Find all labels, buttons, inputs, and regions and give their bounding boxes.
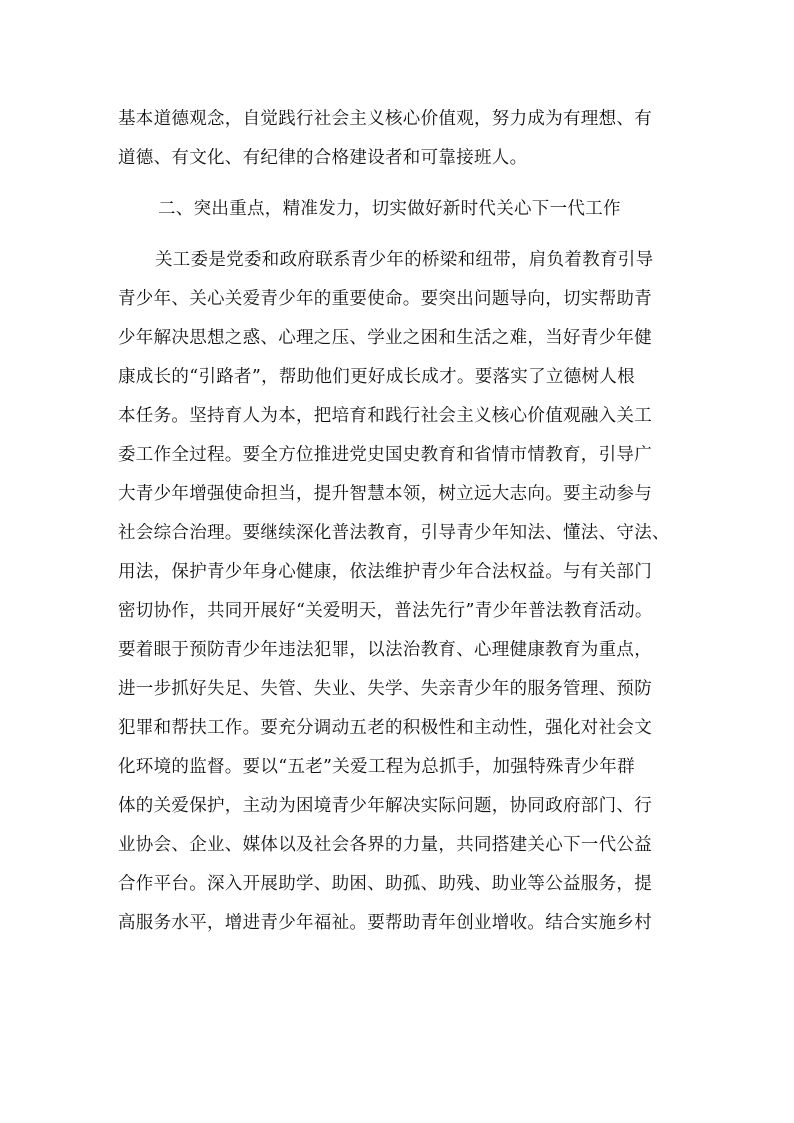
text-line: 高服务水平，增进青少年福祉。要帮助青年创业增收。结合实施乡村 <box>118 913 652 933</box>
text-line: 用法，保护青少年身心健康，依法维护青少年合法权益。与有关部门 <box>118 562 652 582</box>
text-line: 业协会、企业、媒体以及社会各界的力量，共同搭建关心下一代公益 <box>118 835 652 855</box>
text-line: 密切协作，共同开展好“关爱明天，普法先行”青少年普法教育活动。 <box>118 601 653 621</box>
text-line: 青少年、关心关爱青少年的重要使命。要突出问题导向，切实帮助青 <box>118 289 652 309</box>
text-line: 康成长的“引路者”，帮助他们更好成长成才。要落实了立德树人根 <box>118 367 635 387</box>
text-line: 体的关爱保护，主动为困境青少年解决实际问题，协同政府部门、行 <box>118 796 652 816</box>
paragraph-continuation <box>118 100 678 178</box>
text-line: 进一步抓好失足、失管、失业、失学、失亲青少年的服务管理、预防 <box>118 679 652 699</box>
text-line: 本任务。坚持育人为本，把培育和践行社会主义核心价值观融入关工 <box>118 406 652 426</box>
text-line: 关工委是党委和政府联系青少年的桥梁和纽带，肩负着教育引导 <box>155 250 654 270</box>
text-line: 化环境的监督。要以“五老”关爱工程为总抓手，加强特殊青少年群 <box>118 757 635 777</box>
text-line: 要着眼于预防青少年违法犯罪，以法治教育、心理健康教育为重点， <box>118 640 652 660</box>
text-line: 合作平台。深入开展助学、助困、助孤、助残、助业等公益服务，提 <box>118 874 652 894</box>
document-body <box>118 100 678 943</box>
text-line: 道德、有文化、有纪律的合格建设者和可靠接班人。 <box>118 148 528 168</box>
text-line: 委工作全过程。要全方位推进党史国史教育和省情市情教育，引导广 <box>118 445 652 465</box>
text-line: 少年解决思想之惑、心理之压、学业之困和生活之难，当好青少年健 <box>118 328 652 348</box>
text-line: 犯罪和帮扶工作。要充分调动五老的积极性和主动性，强化对社会文 <box>118 718 652 738</box>
section-heading: 二、突出重点，精准发力，切实做好新时代关心下一代工作 <box>158 199 621 219</box>
text-line: 社会综合治理。要继续深化普法教育，引导青少年知法、懂法、守法、 <box>118 523 670 543</box>
paragraph-main <box>118 241 678 943</box>
text-line: 大青少年增强使命担当，提升智慧本领，树立远大志向。要主动参与 <box>118 484 652 504</box>
text-line: 基本道德观念，自觉践行社会主义核心价值观，努力成为有理想、有 <box>118 109 652 129</box>
